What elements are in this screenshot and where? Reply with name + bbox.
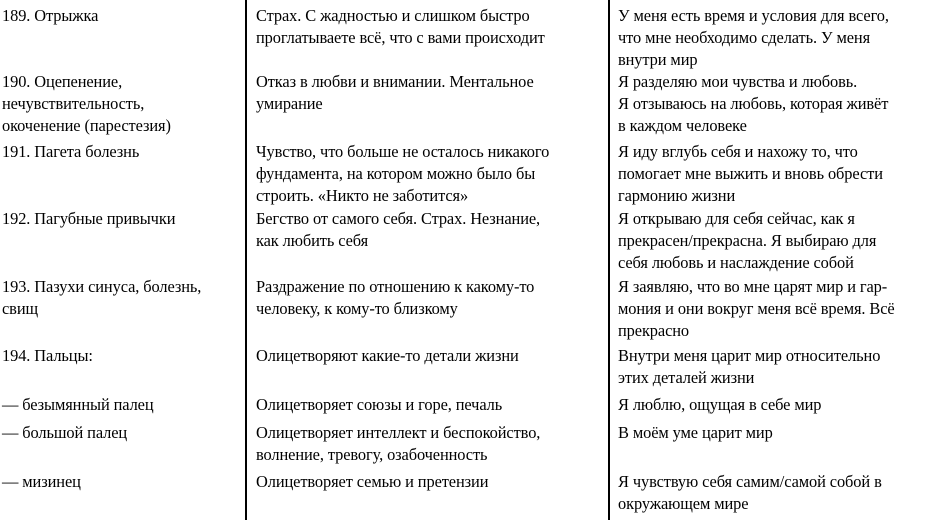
condition-cell: 191. Пагета болезнь [2, 142, 140, 161]
cause-cell: Страх. С жадностью и слишком быстро проглатываете всё, что с вами происходит [256, 6, 545, 47]
cause-cell: Чувство, что больше не осталось никакого фундамента, на котором можно было бы строить. «Никто не заботится» [256, 142, 550, 205]
condition-cell: 194. Пальцы: [2, 346, 93, 365]
affirmation-cell: Я чувствую себя самим/самой собой в окружающем мире [618, 472, 882, 513]
cause-cell: Олицетворяет семью и претензии [256, 472, 489, 491]
affirmation-cell: Я открываю для себя сейчас, как я прекрасен/прекрасна. Я выбираю для себя любовь и наслаждение собой [618, 209, 877, 272]
column-divider [245, 0, 247, 520]
condition-cell: 189. Отрыжка [2, 6, 99, 25]
condition-cell: 190. Оцепенение, нечувствительность, окоченение (парестезия) [2, 72, 171, 135]
cause-cell: Бегство от самого себя. Страх. Незнание, как любить себя [256, 209, 541, 250]
column-divider [608, 0, 610, 520]
cause-cell: Олицетворяют какие-то детали жизни [256, 346, 519, 365]
condition-cell: 193. Пазухи синуса, болезнь, свищ [2, 277, 202, 318]
condition-cell: — мизинец [2, 472, 81, 491]
affirmation-cell: Я разделяю мои чувства и любовь. Я отзываюсь на любовь, которая живёт в каждом человеке [618, 72, 889, 135]
cause-cell: Отказ в любви и внимании. Ментальное умирание [256, 72, 534, 113]
condition-cell: — безымянный палец [2, 395, 154, 414]
condition-cell: 192. Пагубные привычки [2, 209, 176, 228]
affirmation-cell: Я заявляю, что во мне царят мир и гар- мония и они вокруг меня всё время. Всё прекрасно [618, 277, 895, 340]
cause-cell: Олицетворяет союзы и горе, печаль [256, 395, 503, 414]
affirmation-cell: Я иду вглубь себя и нахожу то, что помогает мне выжить и вновь обрести гармонию жизни [618, 142, 883, 205]
cause-cell: Олицетворяет интеллект и беспокойство, волнение, тревогу, озабоченность [256, 423, 541, 464]
affirmation-cell: У меня есть время и условия для всего, что мне необходимо сделать. У меня внутри мир [618, 6, 889, 69]
affirmation-cell: В моём уме царит мир [618, 423, 773, 442]
condition-cell: — большой палец [2, 423, 128, 442]
affirmation-cell: Внутри меня царит мир относительно этих деталей жизни [618, 346, 881, 387]
cause-cell: Раздражение по отношению к какому-то человеку, к кому-то близкому [256, 277, 535, 318]
affirmation-cell: Я люблю, ощущая в себе мир [618, 395, 822, 414]
